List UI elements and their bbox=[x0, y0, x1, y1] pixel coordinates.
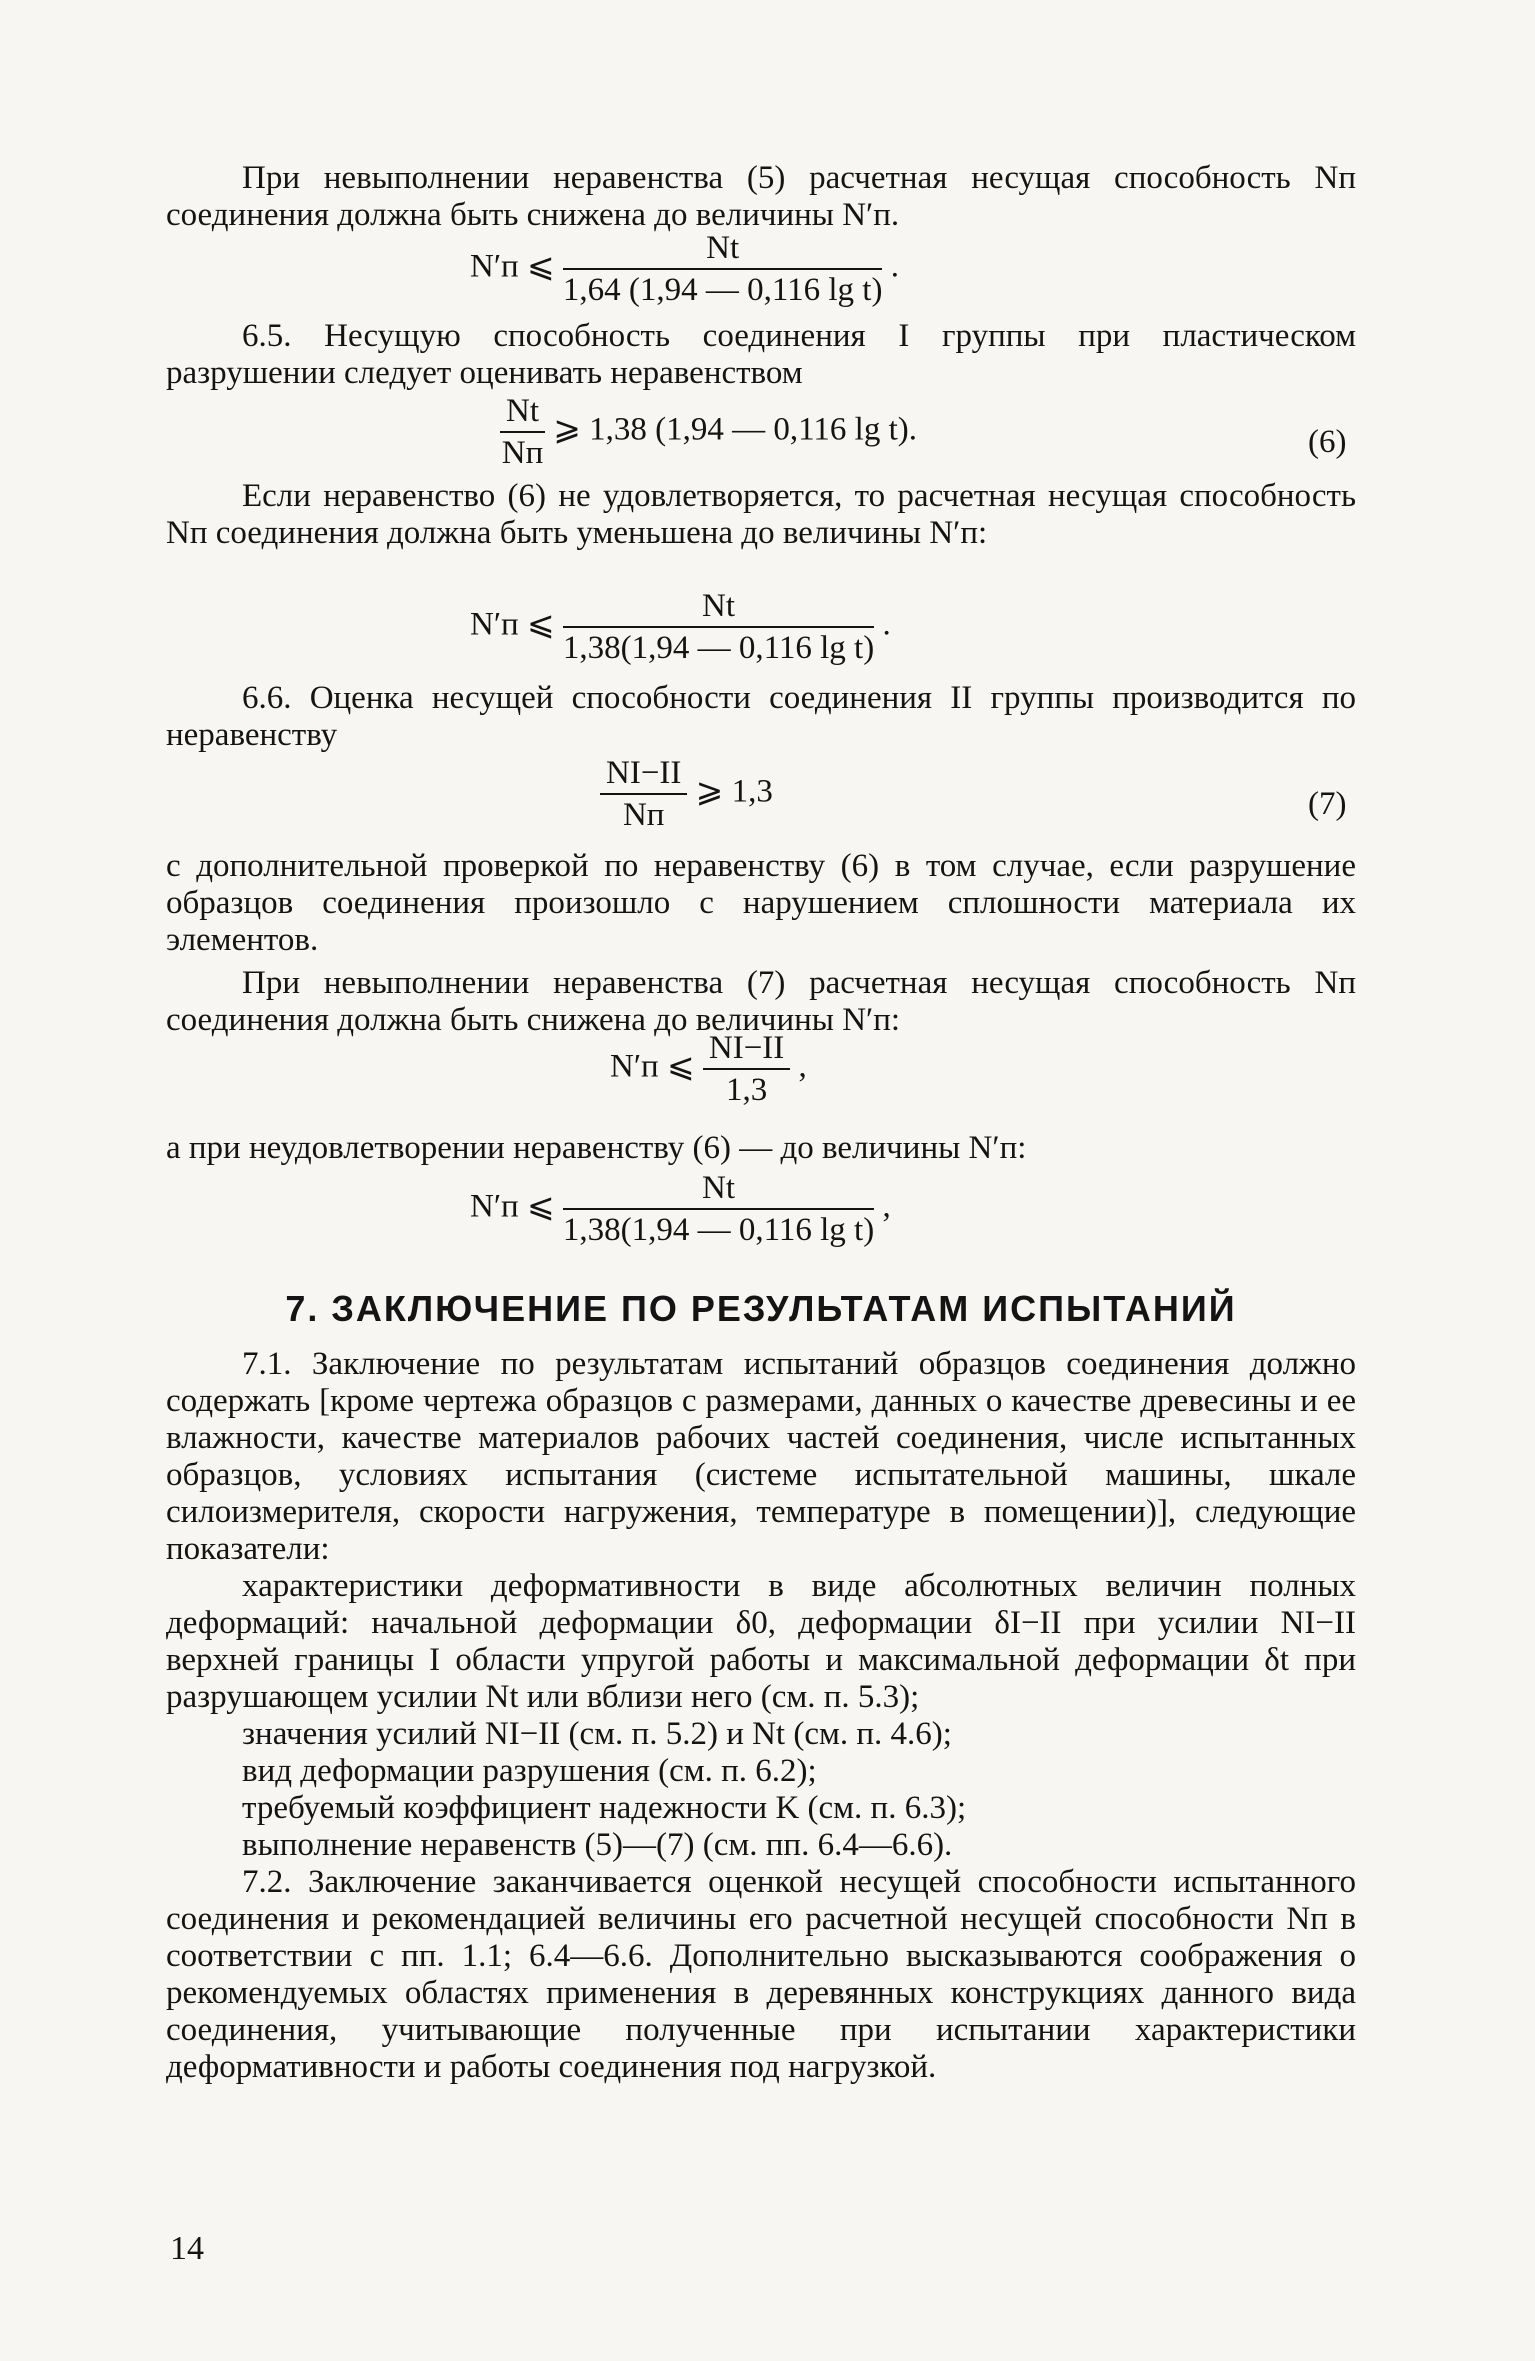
fraction bbox=[563, 1170, 874, 1248]
paragraph-7-1: 7.1. Заключение по результатам испытаний образцов соединения должно содержать [кроме чертежа образцов с размерами, данных о качестве древесины и ее влажности, качестве материалов рабочих частей соединения, числе испытанных образцов, условиях испытания (системе испытательной машины, шкале силоизмерителя, скорости нагружения, температуре в помещении)], следующие показатели: bbox=[166, 1346, 1356, 1567]
paragraph-6-6: 6.6. Оценка несущей способности соединения II группы производится по неравенству bbox=[166, 680, 1356, 753]
numerator: NI−II bbox=[703, 1030, 790, 1070]
text-block-7 bbox=[166, 1346, 1356, 2086]
text-block-6-5b bbox=[166, 478, 1356, 552]
paragraph: Если неравенство (6) не удовлетворяется, то расчетная несущая способность Nп соединения должна быть уменьшена до величины N′п: bbox=[166, 478, 1356, 551]
denominator: 1,3 bbox=[725, 1072, 768, 1108]
text-block-6-6 bbox=[166, 680, 1356, 754]
denominator: 1,38(1,94 — 0,116 lg t) bbox=[562, 1212, 875, 1248]
formula-f4 bbox=[600, 755, 773, 833]
fraction bbox=[563, 230, 883, 308]
list-item: требуемый коэффициент надежности K (см. п. 6.3); bbox=[242, 1790, 967, 1826]
fraction bbox=[703, 1030, 790, 1108]
text-block-6-6d bbox=[166, 1130, 1356, 1167]
text-block-6-5 bbox=[166, 318, 1356, 392]
paragraph: а при неудовлетворении неравенству (6) — до величины N′п: bbox=[166, 1130, 1027, 1166]
formula-f6 bbox=[470, 1170, 891, 1248]
denominator: 1,64 (1,94 — 0,116 lg t) bbox=[562, 272, 883, 308]
denominator: Nп bbox=[622, 797, 665, 833]
paragraph: с дополнительной проверкой по неравенству (6) в том случае, если разрушение образцов соединения произошло с нарушением сплошности материала их элементов. bbox=[166, 848, 1356, 958]
formula-tail: . bbox=[890, 248, 899, 285]
section-title: 7. ЗАКЛЮЧЕНИЕ ПО РЕЗУЛЬТАТАМ ИСПЫТАНИЙ bbox=[285, 1288, 1237, 1329]
fraction bbox=[500, 393, 545, 471]
equation-number-7: (7) bbox=[1308, 786, 1347, 822]
paragraph-7-2: 7.2. Заключение заканчивается оценкой несущей способности испытанного соединения и рекомендацией величины его расчетной несущей способности Nп в соответствии с пп. 1.1; 6.4—6.6. Дополнительно высказываются соображения о рекомендуемых областях применения в деревянных конструкциях данного вида соединения, учитывающие полученные при испытании характеристики деформативности и работы соединения под нагрузкой. bbox=[166, 1864, 1356, 2085]
numerator: Nt bbox=[563, 230, 883, 270]
formula-tail: . bbox=[882, 606, 891, 643]
fraction bbox=[600, 755, 687, 833]
denominator: Nп bbox=[501, 435, 544, 471]
numerator: Nt bbox=[563, 588, 874, 628]
formula-right: ⩾ 1,38 (1,94 — 0,116 lg t). bbox=[553, 411, 917, 448]
formula-left: N′п ⩽ bbox=[610, 1048, 695, 1085]
formula-tail: , bbox=[798, 1048, 807, 1085]
fraction bbox=[563, 588, 874, 666]
paragraph: При невыполнении неравенства (7) расчетная несущая способность Nп соединения должна быть снижена до величины N′п: bbox=[166, 965, 1356, 1038]
formula-tail: , bbox=[882, 1188, 891, 1225]
formula-f2 bbox=[500, 393, 917, 471]
numerator: Nt bbox=[563, 1170, 874, 1210]
denominator: 1,38(1,94 — 0,116 lg t) bbox=[562, 630, 875, 666]
numerator: NI−II bbox=[600, 755, 687, 795]
numerator: Nt bbox=[500, 393, 545, 433]
list-item: вид деформации разрушения (см. п. 6.2); bbox=[242, 1753, 817, 1789]
text-block-6-4 bbox=[166, 160, 1356, 234]
paragraph-6-5: 6.5. Несущую способность соединения I группы при пластическом разрушении следует оценивать неравенством bbox=[166, 318, 1356, 391]
list-item: характеристики деформативности в виде абсолютных величин полных деформаций: начальной деформации δ0, деформации δI−II при усилии NI−II верхней границы I области упругой работы и максимальной деформации δt при разрушающем усилии Nt или вблизи него (см. п. 5.3); bbox=[166, 1568, 1356, 1715]
formula-f1 bbox=[470, 230, 899, 308]
formula-f5 bbox=[610, 1030, 807, 1108]
page-number: 14 bbox=[170, 2230, 204, 2267]
formula-f3 bbox=[470, 588, 891, 666]
formula-left: N′п ⩽ bbox=[470, 606, 555, 643]
paragraph: При невыполнении неравенства (5) расчетная несущая способность Nп соединения должна быть снижена до величины N′п. bbox=[166, 160, 1356, 233]
list-item: значения усилий NI−II (см. п. 5.2) и Nt (см. п. 4.6); bbox=[242, 1716, 952, 1752]
formula-left: N′п ⩽ bbox=[470, 248, 555, 285]
equation-number-6: (6) bbox=[1308, 424, 1347, 460]
formula-right: ⩾ 1,3 bbox=[695, 773, 773, 810]
formula-left: N′п ⩽ bbox=[470, 1188, 555, 1225]
list-item: выполнение неравенств (5)—(7) (см. пп. 6.4—6.6). bbox=[242, 1827, 953, 1863]
text-block-6-6b bbox=[166, 848, 1356, 1039]
